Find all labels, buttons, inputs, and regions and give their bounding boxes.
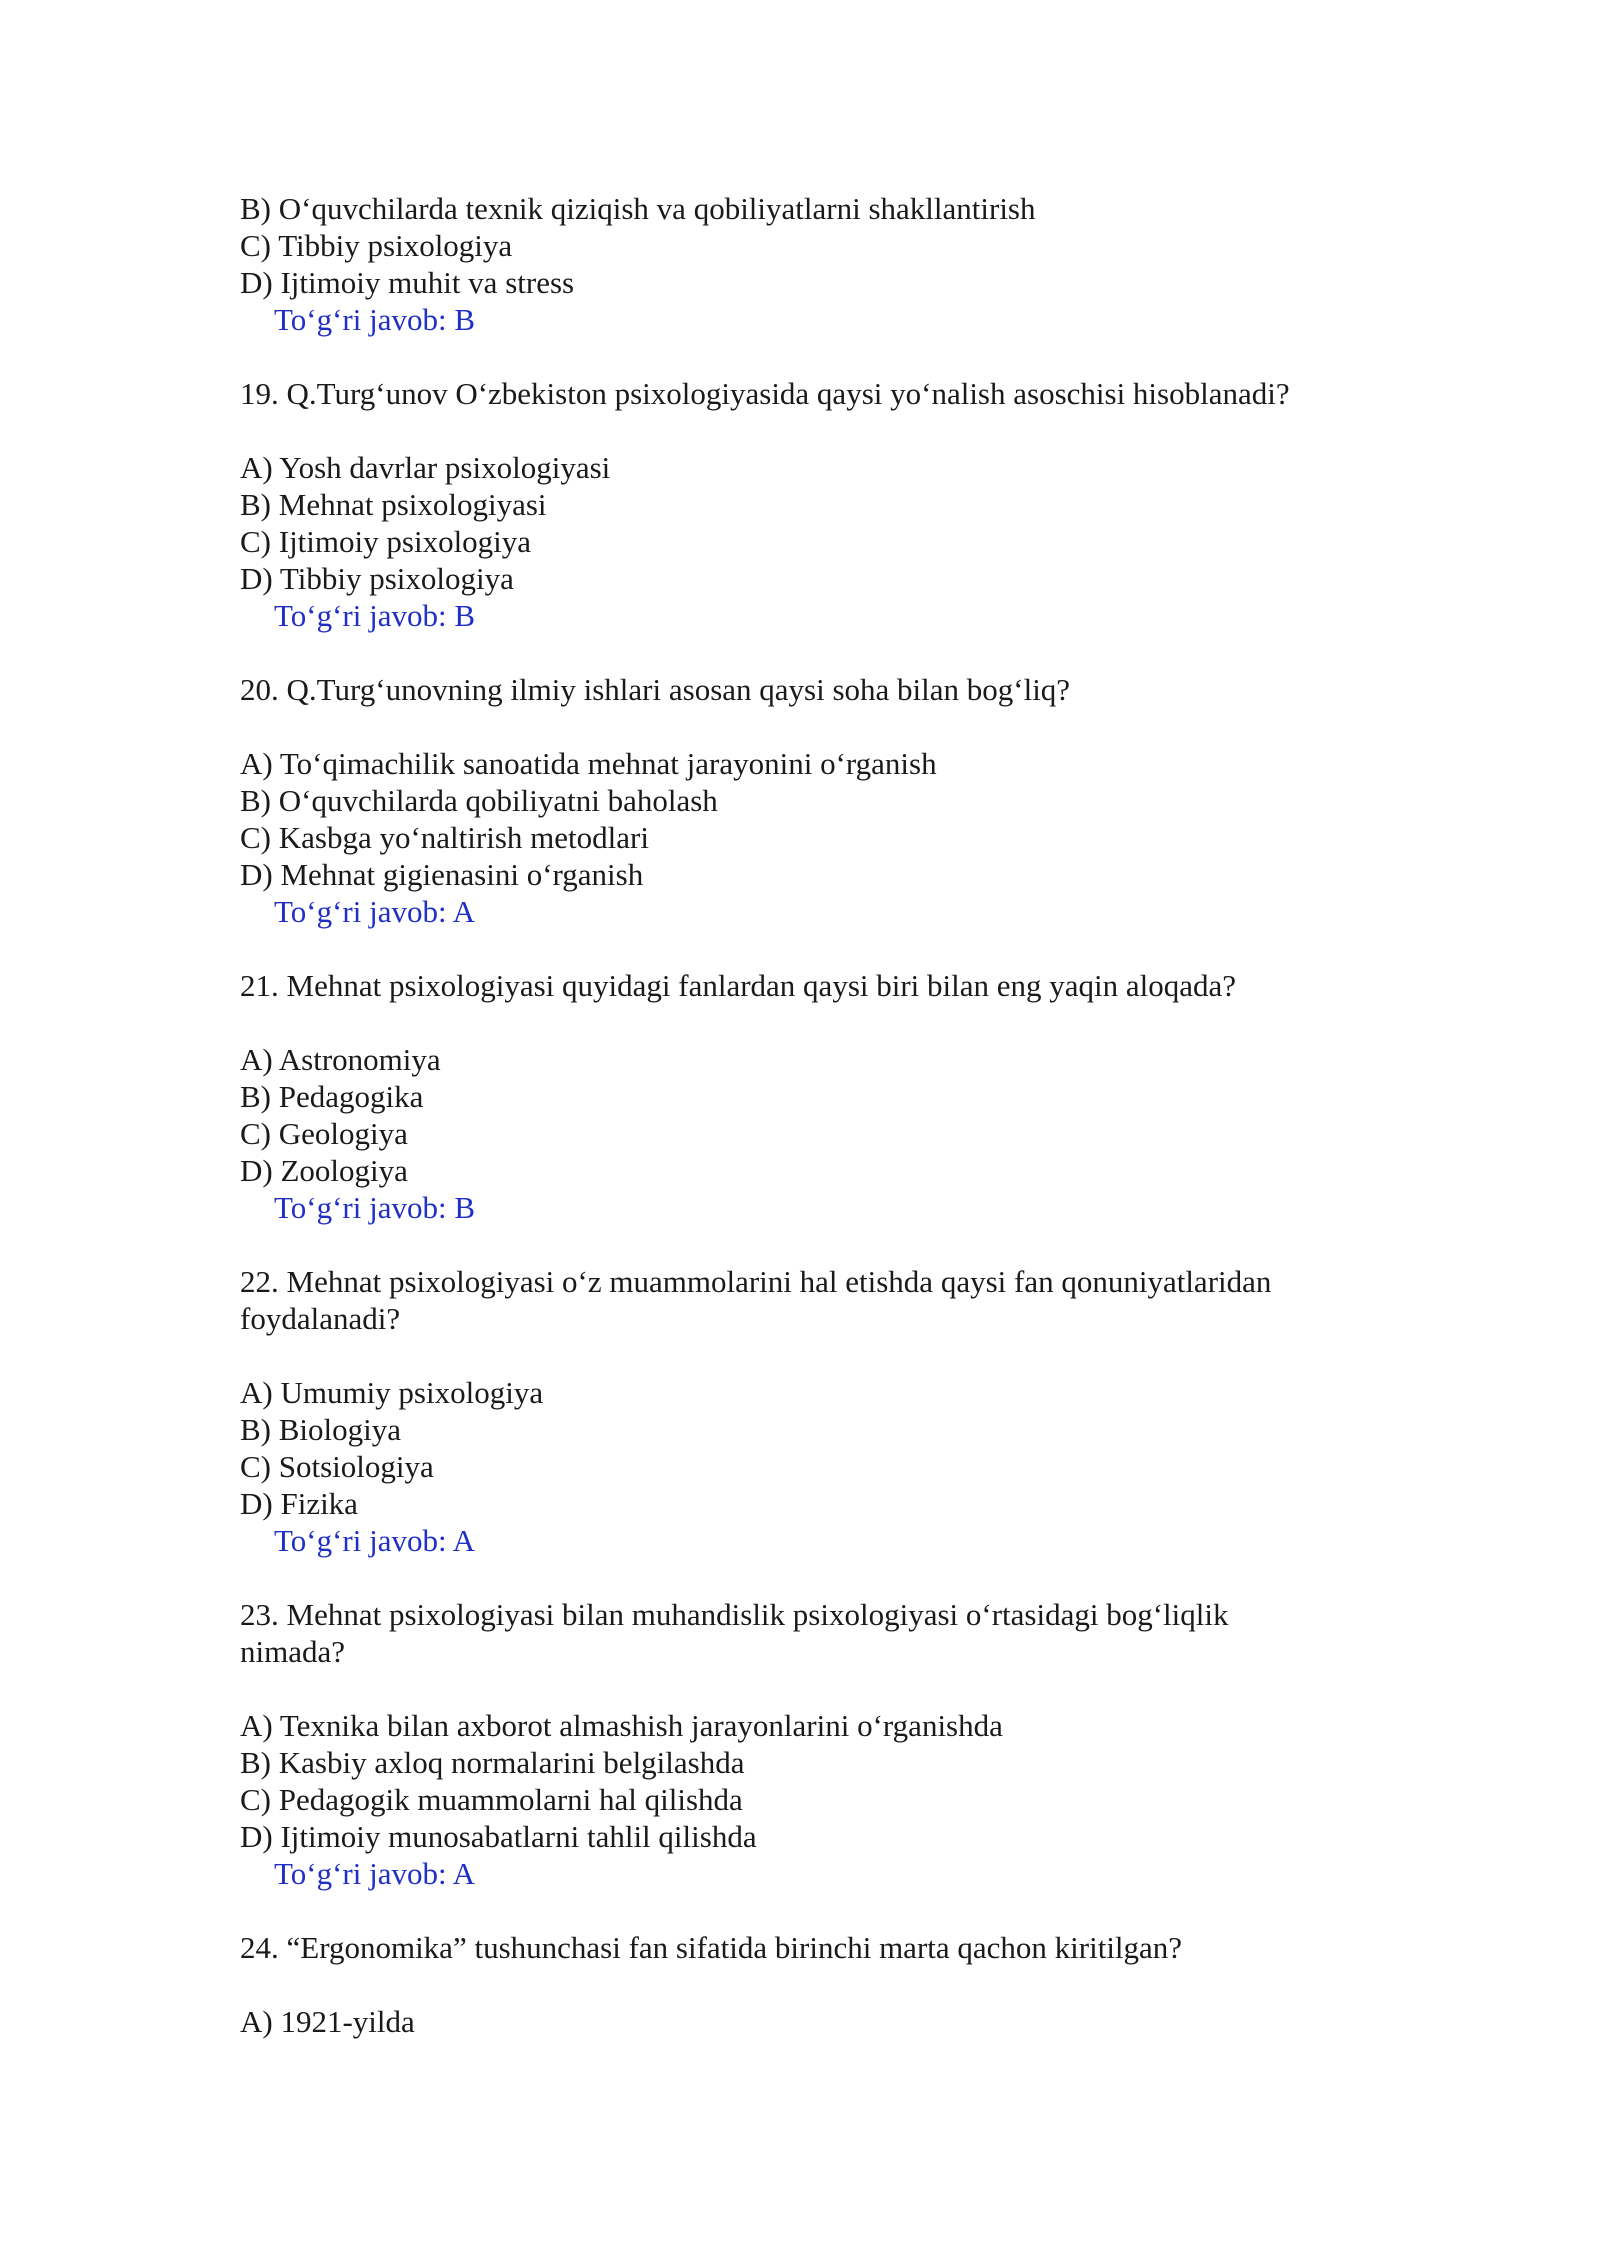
option-c: C) Tibbiy psixologiya [240, 228, 513, 263]
option-b: B) Pedagogika [240, 1079, 424, 1114]
correct-answer: To‘g‘ri javob: A [274, 1523, 476, 1558]
correct-answer: To‘g‘ri javob: A [274, 894, 476, 929]
document-page [240, 190, 1370, 2040]
question-22-block [240, 1263, 1370, 1559]
option-d: D) Fizika [240, 1486, 358, 1521]
correct-answer: To‘g‘ri javob: A [274, 1856, 476, 1891]
question-text-line-2: nimada? [240, 1634, 346, 1669]
question-19-block [240, 375, 1370, 634]
question-20-block [240, 671, 1370, 930]
option-c: C) Pedagogik muammolarni hal qilishda [240, 1782, 743, 1817]
option-c: C) Ijtimoiy psixologiya [240, 524, 532, 559]
option-d: D) Zoologiya [240, 1153, 408, 1188]
option-a: A) Texnika bilan axborot almashish jarayonlarini o‘rganishda [240, 1708, 1003, 1743]
question-text-line-2: foydalanadi? [240, 1301, 401, 1336]
option-c: C) Kasbga yo‘naltirish metodlari [240, 820, 649, 855]
option-b: B) Biologiya [240, 1412, 402, 1447]
option-d: D) Ijtimoiy munosabatlarni tahlil qilishda [240, 1819, 757, 1854]
option-d: D) Tibbiy psixologiya [240, 561, 514, 596]
correct-answer: To‘g‘ri javob: B [274, 302, 476, 337]
question-text: 19. Q.Turg‘unov O‘zbekiston psixologiyasida qaysi yo‘nalish asoschisi hisoblanadi? [240, 376, 1290, 411]
option-b: B) O‘quvchilarda qobiliyatni baholash [240, 783, 718, 818]
option-d: D) Ijtimoiy muhit va stress [240, 265, 575, 300]
option-a: A) To‘qimachilik sanoatida mehnat jarayonini o‘rganish [240, 746, 937, 781]
option-d: D) Mehnat gigienasini o‘rganish [240, 857, 644, 892]
option-b: B) O‘quvchilarda texnik qiziqish va qobiliyatlarni shakllantirish [240, 191, 1036, 226]
option-b: B) Mehnat psixologiyasi [240, 487, 547, 522]
question-text: 20. Q.Turg‘unovning ilmiy ishlari asosan qaysi soha bilan bog‘liq? [240, 672, 1071, 707]
option-a: A) Umumiy psixologiya [240, 1375, 544, 1410]
question-text-line-1: 23. Mehnat psixologiyasi bilan muhandislik psixologiyasi o‘rtasidagi bog‘liqlik [240, 1597, 1229, 1632]
question-text: 24. “Ergonomika” tushunchasi fan sifatida birinchi marta qachon kiritilgan? [240, 1930, 1183, 1965]
question-23-block [240, 1596, 1370, 1892]
question-18-block [240, 190, 1370, 338]
question-text: 21. Mehnat psixologiyasi quyidagi fanlardan qaysi biri bilan eng yaqin aloqada? [240, 968, 1237, 1003]
correct-answer: To‘g‘ri javob: B [274, 1190, 476, 1225]
option-c: C) Geologiya [240, 1116, 408, 1151]
correct-answer: To‘g‘ri javob: B [274, 598, 476, 633]
question-21-block [240, 967, 1370, 1226]
question-text-line-1: 22. Mehnat psixologiyasi o‘z muammolarini hal etishda qaysi fan qonuniyatlaridan [240, 1264, 1272, 1299]
question-24-block [240, 1929, 1370, 2040]
option-a: A) Astronomiya [240, 1042, 441, 1077]
option-a: A) Yosh davrlar psixologiyasi [240, 450, 611, 485]
option-c: C) Sotsiologiya [240, 1449, 434, 1484]
option-a: A) 1921-yilda [240, 2004, 415, 2039]
option-b: B) Kasbiy axloq normalarini belgilashda [240, 1745, 745, 1780]
